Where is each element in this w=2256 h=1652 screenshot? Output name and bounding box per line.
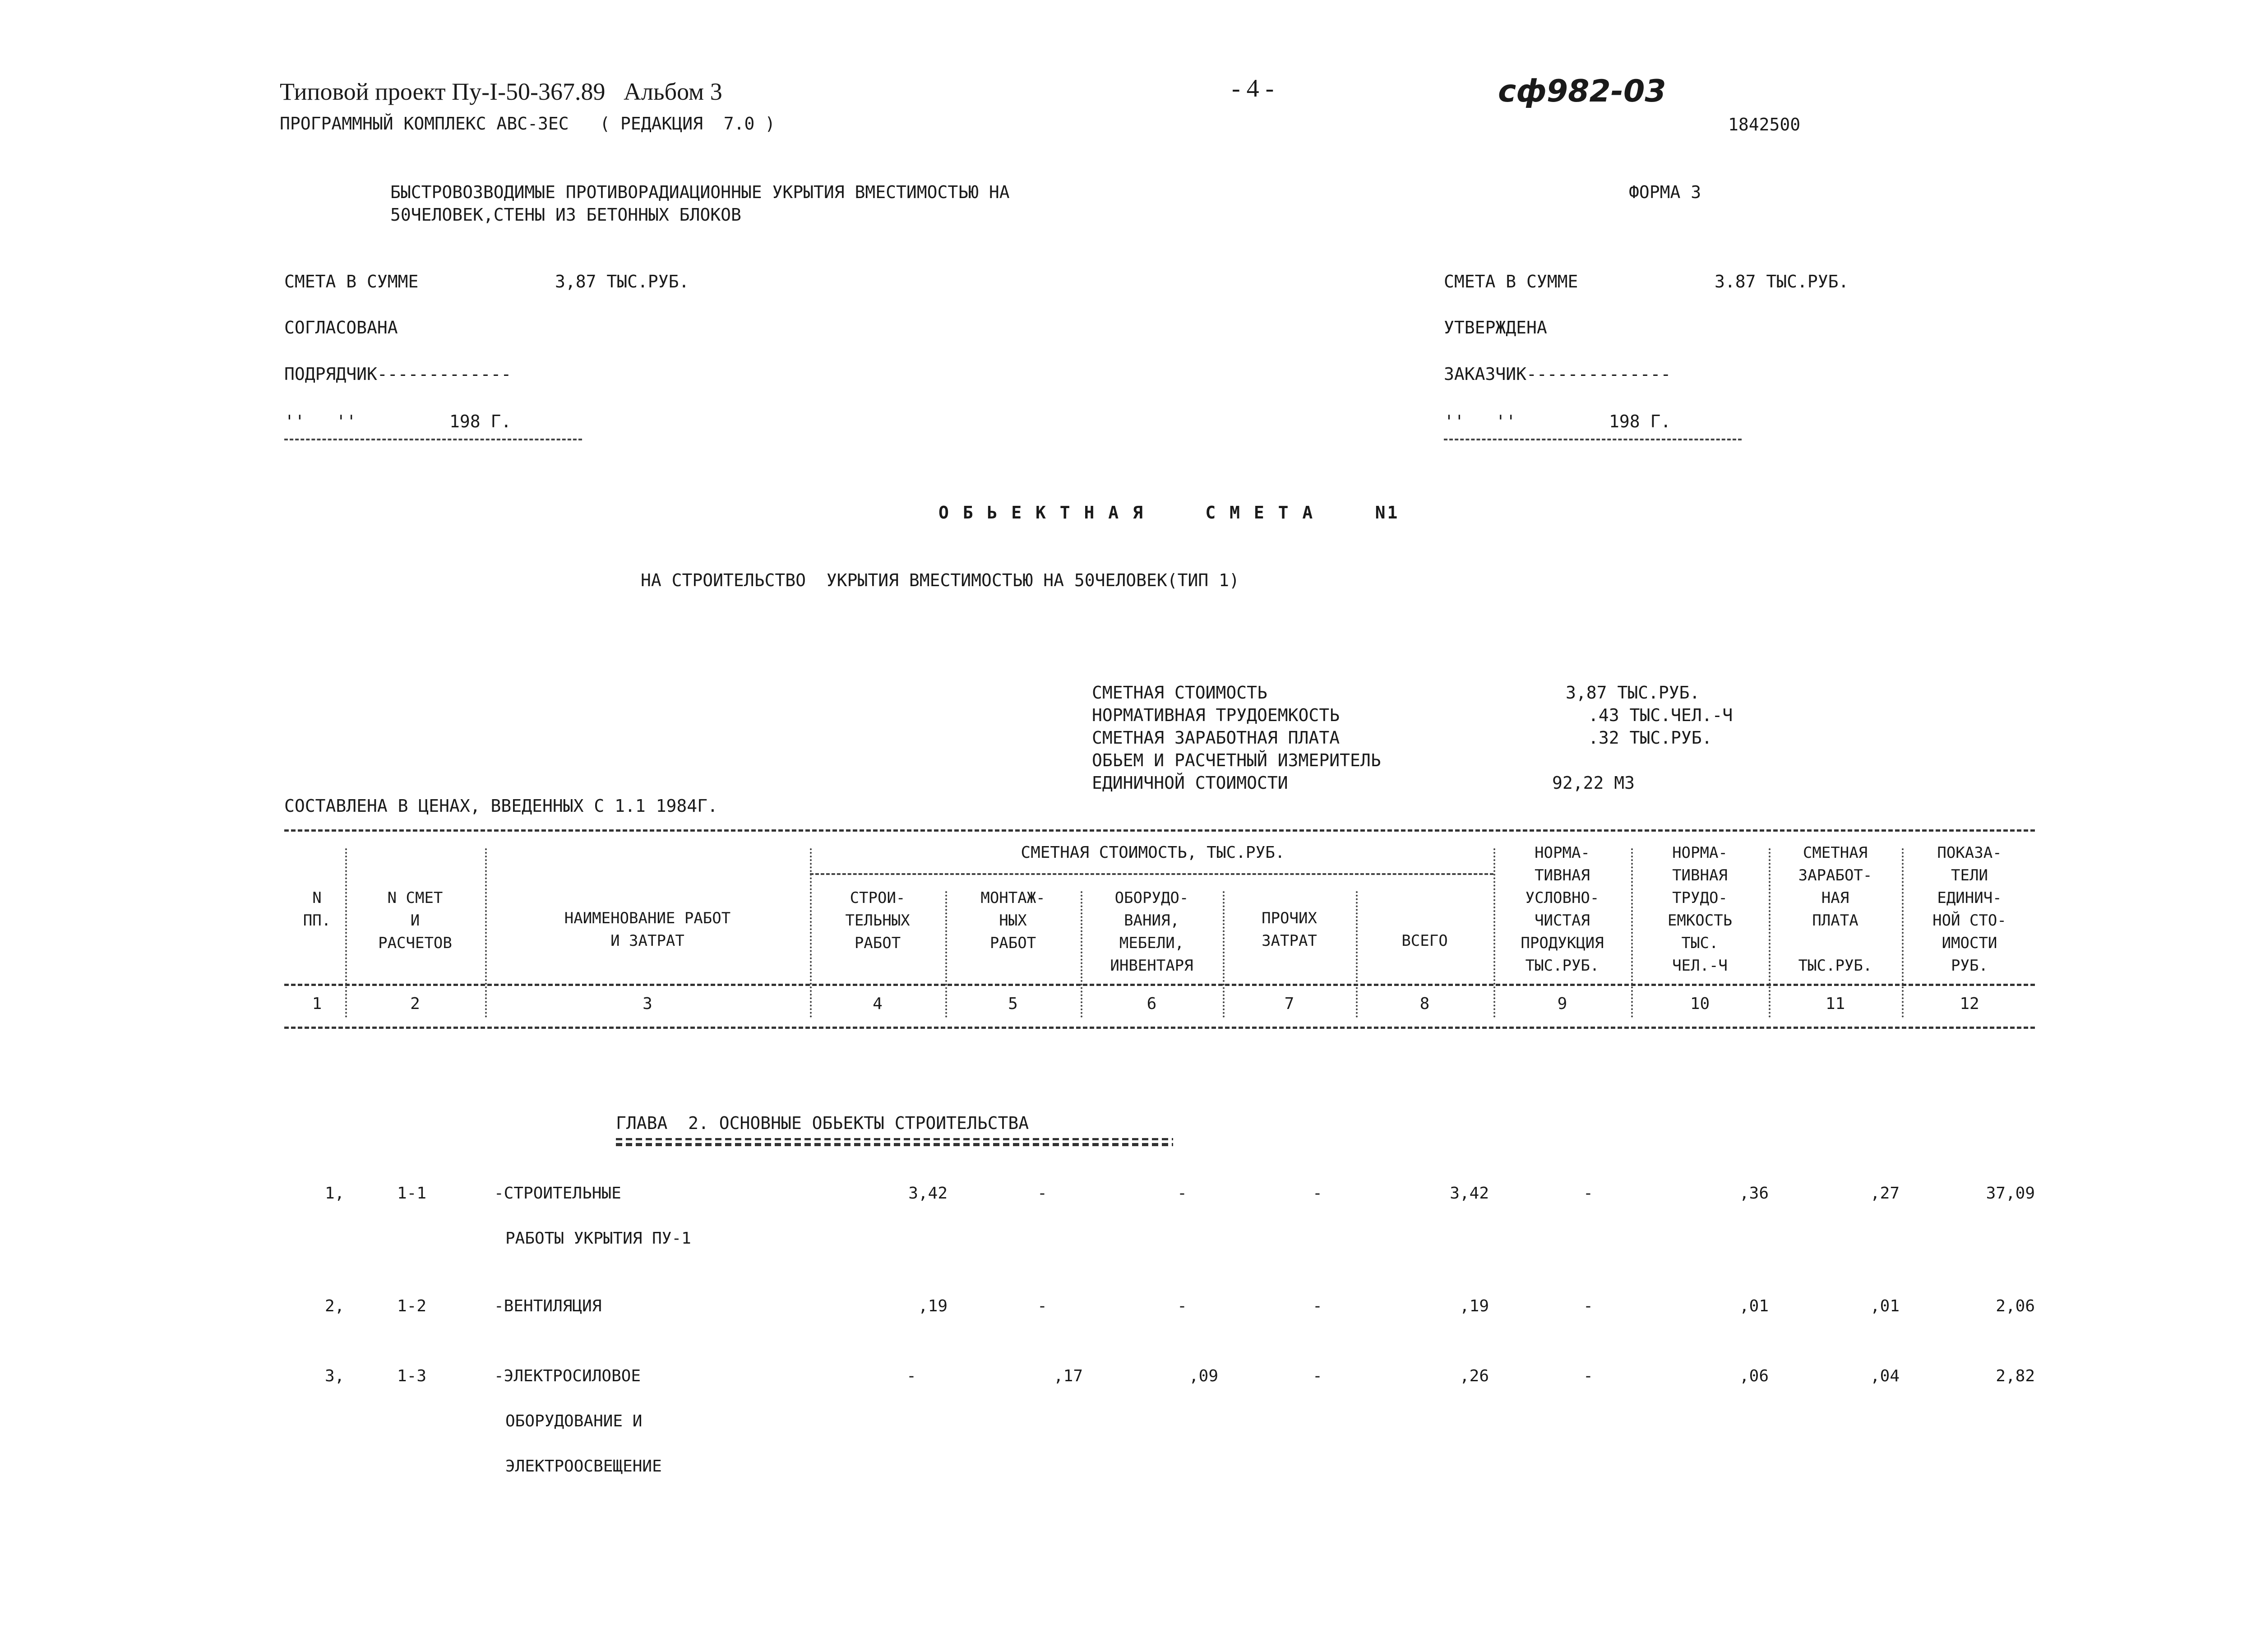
row-number: 3, xyxy=(325,1367,345,1385)
right-status: УТВЕРЖДЕНА xyxy=(1444,318,1547,338)
row-number: 1, xyxy=(325,1184,345,1203)
column-divider xyxy=(1902,848,1904,1018)
row-name: РАБОТЫ УКРЫТИЯ ПУ-1 xyxy=(505,1229,691,1248)
left-sum-label: СМЕТА В СУММЕ xyxy=(284,272,419,292)
cell-other: - xyxy=(1313,1367,1322,1385)
col-number: 6 xyxy=(1146,995,1157,1013)
cell-installation: - xyxy=(1037,1184,1047,1203)
left-status: СОГЛАСОВАНА xyxy=(284,318,398,338)
col-header-5: МОНТАЖ- НЫХ РАБОТ xyxy=(980,889,1045,952)
cell-building: - xyxy=(906,1367,916,1385)
right-sum-value: 3.87 ТЫС.РУБ. xyxy=(1715,272,1849,292)
col-header-3: НАИМЕНОВАНИЕ РАБОТ И ЗАТРАТ xyxy=(564,909,731,950)
cell-equipment: ,09 xyxy=(1188,1367,1218,1385)
col-number: 8 xyxy=(1419,995,1430,1013)
cell-building: 3,42 xyxy=(908,1184,948,1203)
cell-other: - xyxy=(1313,1184,1322,1203)
estimate-subtitle: НА СТРОИТЕЛЬСТВО УКРЫТИЯ ВМЕСТИМОСТЬЮ НА 50ЧЕЛОВЕК(ТИП 1) xyxy=(641,570,1239,590)
document-number: 1842500 xyxy=(1728,115,1801,134)
page-number: - 4 - xyxy=(1232,74,1274,102)
row-code: 1-1 xyxy=(397,1184,427,1203)
cell-unit-cost: 2,06 xyxy=(1996,1297,2035,1315)
column-divider xyxy=(345,848,347,1018)
row-name: -ЭЛЕКТРОСИЛОВОЕ xyxy=(494,1367,641,1385)
row-name: -СТРОИТЕЛЬНЫЕ xyxy=(494,1184,621,1203)
col-number: 5 xyxy=(1008,995,1018,1013)
cell-wages: ,04 xyxy=(1870,1367,1900,1385)
cell-other: - xyxy=(1313,1297,1322,1315)
col-number: 3 xyxy=(643,995,652,1013)
chapter-underline xyxy=(616,1138,1173,1146)
left-sum-value: 3,87 ТЫС.РУБ. xyxy=(555,272,689,292)
cell-wages: ,01 xyxy=(1870,1297,1900,1315)
cell-unit-cost: 37,09 xyxy=(1986,1184,2035,1203)
cell-labor: ,36 xyxy=(1739,1184,1769,1203)
title-line-1: БЫСТРОВОЗВОДИМЫЕ ПРОТИВОРАДИАЦИОННЫЕ УКРЫТИЯ ВМЕСТИМОСТЬЮ НА xyxy=(390,182,1010,202)
col-number: 7 xyxy=(1284,995,1294,1013)
cell-wages: ,27 xyxy=(1870,1184,1900,1203)
prices-note: СОСТАВЛЕНА В ЦЕНАХ, ВВЕДЕННЫХ С 1.1 1984Г. xyxy=(284,796,718,816)
cell-equipment: - xyxy=(1177,1184,1187,1203)
col-number: 2 xyxy=(410,995,420,1013)
document-code: сф982-03 xyxy=(1498,74,1666,109)
column-divider xyxy=(1769,848,1771,1018)
right-sum-label: СМЕТА В СУММЕ xyxy=(1444,272,1578,292)
row-name: ЭЛЕКТРООСВЕЩЕНИЕ xyxy=(505,1457,662,1476)
cell-production: - xyxy=(1583,1297,1593,1315)
column-divider xyxy=(945,891,947,1018)
col-header-10: НОРМА- ТИВНАЯ ТРУДО- ЕМКОСТЬ ТЫС. ЧЕЛ.-Ч xyxy=(1667,844,1733,975)
col-number: 11 xyxy=(1825,995,1845,1013)
summary-value: 92,22 М3 xyxy=(1552,773,1635,793)
row-code: 1-3 xyxy=(397,1367,427,1385)
cell-installation: ,17 xyxy=(1053,1367,1083,1385)
column-divider xyxy=(1493,848,1495,1018)
cell-total: 3,42 xyxy=(1450,1184,1489,1203)
cell-total: ,19 xyxy=(1459,1297,1489,1315)
summary-label: СМЕТНАЯ ЗАРАБОТНАЯ ПЛАТА xyxy=(1092,728,1340,748)
estimate-title: О Б Ь Е К Т Н А Я С М Е Т А N1 xyxy=(938,503,1400,523)
chapter-title: ГЛАВА 2. ОСНОВНЫЕ ОБЬЕКТЫ СТРОИТЕЛЬСТВА xyxy=(616,1113,1029,1133)
right-date: '' '' 198 Г. xyxy=(1444,412,1671,431)
row-code: 1-2 xyxy=(397,1297,427,1315)
col-header-9: НОРМА- ТИВНАЯ УСЛОВНО- ЧИСТАЯ ПРОДУКЦИЯ ТЫС.РУБ. xyxy=(1521,844,1604,975)
column-divider xyxy=(1223,891,1225,1018)
header-bottom-rule xyxy=(284,984,2035,986)
title-line-2: 50ЧЕЛОВЕК,СТЕНЫ ИЗ БЕТОННЫХ БЛОКОВ xyxy=(390,205,741,225)
left-party: ПОДРЯДЧИК------------- xyxy=(284,364,512,384)
col-number: 4 xyxy=(873,995,883,1013)
col-header-7: ПРОЧИХ ЗАТРАТ xyxy=(1262,909,1317,950)
right-party: ЗАКАЗЧИК-------------- xyxy=(1444,364,1671,384)
group-header-rule xyxy=(810,873,1493,875)
group-header: СМЕТНАЯ СТОИМОСТЬ, ТЫС.РУБ. xyxy=(1021,843,1285,862)
cell-production: - xyxy=(1583,1184,1593,1203)
col-header-6: ОБОРУДО- ВАНИЯ, МЕБЕЛИ, ИНВЕНТАРЯ xyxy=(1110,889,1193,975)
column-divider xyxy=(485,848,487,1018)
col-header-11: СМЕТНАЯ ЗАРАБОТ- НАЯ ПЛАТА ТЫС.РУБ. xyxy=(1798,844,1872,975)
column-divider xyxy=(1631,848,1633,1018)
summary-label: НОРМАТИВНАЯ ТРУДОЕМКОСТЬ xyxy=(1092,705,1340,725)
table-top-rule xyxy=(284,829,2035,832)
col-header-8: ВСЕГО xyxy=(1401,932,1448,950)
cell-unit-cost: 2,82 xyxy=(1996,1367,2035,1385)
summary-label: СМЕТНАЯ СТОИМОСТЬ xyxy=(1092,683,1267,703)
col-header-4: СТРОИ- ТЕЛЬНЫХ РАБОТ xyxy=(845,889,910,952)
row-number: 2, xyxy=(325,1297,345,1315)
summary-label: ОБЬЕМ И РАСЧЕТНЫЙ ИЗМЕРИТЕЛЬ xyxy=(1092,750,1381,770)
row-name: -ВЕНТИЛЯЦИЯ xyxy=(494,1297,602,1315)
cell-labor: ,01 xyxy=(1739,1297,1769,1315)
form-label: ФОРМА 3 xyxy=(1629,182,1701,202)
project-title: Типовой проект Пу-I-50-367.89 Альбом 3 xyxy=(280,78,722,105)
col-number: 9 xyxy=(1557,995,1567,1013)
left-date-underline xyxy=(284,439,582,440)
col-number: 12 xyxy=(1960,995,1979,1013)
summary-value: 3,87 ТЫС.РУБ. xyxy=(1566,683,1700,703)
cell-labor: ,06 xyxy=(1739,1367,1769,1385)
column-divider xyxy=(1081,891,1082,1018)
col-header-12: ПОКАЗА- ТЕЛИ ЕДИНИЧ- НОЙ СТО- ИМОСТИ РУБ. xyxy=(1932,844,2006,975)
right-date-underline xyxy=(1444,439,1742,440)
col-number: 10 xyxy=(1690,995,1710,1013)
column-divider xyxy=(1356,891,1358,1018)
col-number: 1 xyxy=(312,995,322,1013)
summary-value: .32 ТЫС.РУБ. xyxy=(1588,728,1712,748)
col-header-1: N ПП. xyxy=(303,889,331,930)
cell-equipment: - xyxy=(1177,1297,1187,1315)
summary-label: ЕДИНИЧНОЙ СТОИМОСТИ xyxy=(1092,773,1288,793)
row-name: ОБОРУДОВАНИЕ И xyxy=(505,1412,643,1430)
left-date: '' '' 198 Г. xyxy=(284,412,512,431)
col-header-2: N СМЕТ И РАСЧЕТОВ xyxy=(378,889,452,952)
cell-installation: - xyxy=(1037,1297,1047,1315)
cell-production: - xyxy=(1583,1367,1593,1385)
table-bottom-rule xyxy=(284,1027,2035,1029)
cell-total: ,26 xyxy=(1459,1367,1489,1385)
software-complex: ПРОГРАММНЫЙ КОМПЛЕКС АВС-ЗЕС ( РЕДАКЦИЯ 7.0 ) xyxy=(280,114,776,134)
cell-building: ,19 xyxy=(918,1297,948,1315)
summary-value: .43 ТЫС.ЧЕЛ.-Ч xyxy=(1588,705,1733,725)
